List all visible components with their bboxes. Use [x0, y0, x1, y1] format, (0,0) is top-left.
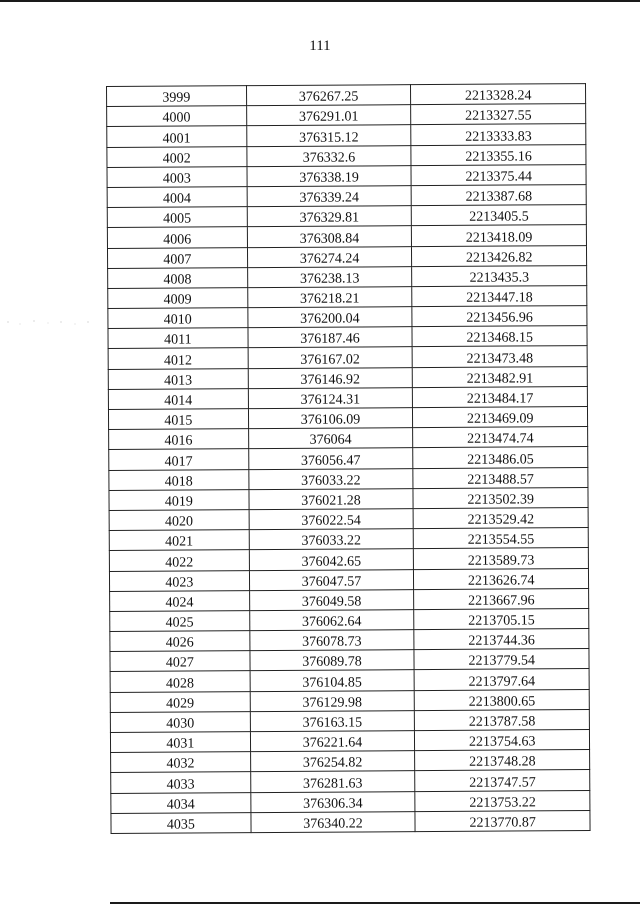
point-id-cell: 4024 — [110, 590, 250, 611]
point-id-cell: 4021 — [109, 530, 249, 551]
y-coordinate-cell: 2213375.44 — [411, 164, 586, 185]
point-id-cell: 4002 — [107, 146, 247, 167]
coordinates-table — [106, 83, 591, 834]
table-row — [107, 144, 586, 167]
x-coordinate-cell: 376047.57 — [249, 569, 414, 590]
y-coordinate-cell: 2213426.82 — [412, 245, 587, 266]
table-row — [111, 750, 590, 773]
point-id-cell: 4007 — [107, 247, 247, 268]
x-coordinate-cell: 376291.01 — [246, 105, 411, 126]
x-coordinate-cell: 376167.02 — [248, 347, 413, 368]
y-coordinate-cell: 2213779.54 — [414, 649, 589, 670]
table-row — [111, 810, 590, 833]
x-coordinate-cell: 376146.92 — [248, 367, 413, 388]
point-id-cell: 4006 — [107, 227, 247, 248]
y-coordinate-cell: 2213529.42 — [413, 508, 588, 529]
table-row — [108, 366, 587, 389]
x-coordinate-cell: 376329.81 — [247, 206, 412, 227]
y-coordinate-cell: 2213333.83 — [411, 124, 586, 145]
y-coordinate-cell: 2213484.17 — [413, 386, 588, 407]
table-row — [107, 84, 586, 107]
y-coordinate-cell: 2213667.96 — [414, 588, 589, 609]
x-coordinate-cell: 376218.21 — [247, 287, 412, 308]
point-id-cell: 4014 — [108, 388, 248, 409]
table-row — [108, 285, 587, 308]
y-coordinate-cell: 2213387.68 — [411, 185, 586, 206]
point-id-cell: 4026 — [110, 631, 250, 652]
x-coordinate-cell: 376281.63 — [250, 771, 415, 792]
x-coordinate-cell: 376274.24 — [247, 246, 412, 267]
point-id-cell: 4017 — [109, 449, 249, 470]
table-row — [109, 467, 588, 490]
table-row — [107, 245, 586, 268]
point-id-cell: 4015 — [108, 409, 248, 430]
y-coordinate-cell: 2213456.96 — [412, 306, 587, 327]
y-coordinate-cell: 2213469.09 — [413, 407, 588, 428]
table-row — [108, 407, 587, 430]
y-coordinate-cell: 2213626.74 — [414, 568, 589, 589]
table-row — [107, 225, 586, 248]
y-coordinate-cell: 2213474.74 — [413, 427, 588, 448]
point-id-cell: 4032 — [111, 752, 251, 773]
y-coordinate-cell: 2213468.15 — [412, 326, 587, 347]
x-coordinate-cell: 376124.31 — [248, 387, 413, 408]
point-id-cell: 4030 — [110, 711, 250, 732]
bottom-edge-rule — [110, 902, 640, 904]
point-id-cell: 4009 — [108, 288, 248, 309]
x-coordinate-cell: 376339.24 — [247, 186, 412, 207]
table-row — [109, 447, 588, 470]
table-row — [108, 346, 587, 369]
x-coordinate-cell: 376078.73 — [249, 630, 414, 651]
table-row — [108, 386, 587, 409]
y-coordinate-cell: 2213502.39 — [413, 487, 588, 508]
x-coordinate-cell: 376340.22 — [251, 811, 416, 832]
table-row — [111, 770, 590, 793]
x-coordinate-cell: 376064 — [248, 428, 413, 449]
x-coordinate-cell: 376089.78 — [250, 650, 415, 671]
point-id-cell: 4010 — [108, 308, 248, 329]
y-coordinate-cell: 2213473.48 — [412, 346, 587, 367]
x-coordinate-cell: 376267.25 — [246, 85, 411, 106]
table-row — [110, 709, 589, 732]
point-id-cell: 4008 — [108, 267, 248, 288]
y-coordinate-cell: 2213747.57 — [415, 770, 590, 791]
table-row — [110, 689, 589, 712]
point-id-cell: 3999 — [107, 86, 247, 107]
table-row — [107, 205, 586, 228]
point-id-cell: 4028 — [110, 671, 250, 692]
point-id-cell: 4033 — [111, 772, 251, 793]
page-number: 111 — [309, 38, 331, 54]
x-coordinate-cell: 376021.28 — [249, 488, 414, 509]
point-id-cell: 4020 — [109, 510, 249, 531]
table-row — [109, 548, 588, 571]
y-coordinate-cell: 2213744.36 — [414, 629, 589, 650]
table-row — [110, 629, 589, 652]
table-row — [110, 730, 589, 753]
x-coordinate-cell: 376200.04 — [248, 307, 413, 328]
y-coordinate-cell: 2213328.24 — [411, 84, 586, 105]
table-row — [109, 528, 588, 551]
scan-noise — [0, 300, 100, 380]
point-id-cell: 4022 — [109, 550, 249, 571]
y-coordinate-cell: 2213486.05 — [413, 447, 588, 468]
y-coordinate-cell: 2213355.16 — [411, 144, 586, 165]
table-row — [109, 508, 588, 531]
x-coordinate-cell: 376338.19 — [247, 165, 412, 186]
point-id-cell: 4035 — [111, 812, 251, 833]
point-id-cell: 4025 — [110, 611, 250, 632]
x-coordinate-cell: 376033.22 — [249, 529, 414, 550]
y-coordinate-cell: 2213787.58 — [415, 709, 590, 730]
point-id-cell: 4012 — [108, 348, 248, 369]
point-id-cell: 4023 — [109, 570, 249, 591]
y-coordinate-cell: 2213589.73 — [414, 548, 589, 569]
point-id-cell: 4027 — [110, 651, 250, 672]
x-coordinate-cell: 376254.82 — [250, 751, 415, 772]
table-row — [109, 568, 588, 591]
y-coordinate-cell: 2213447.18 — [412, 285, 587, 306]
x-coordinate-cell: 376042.65 — [249, 549, 414, 570]
x-coordinate-cell: 376315.12 — [246, 125, 411, 146]
point-id-cell: 4019 — [109, 489, 249, 510]
table-row — [108, 306, 587, 329]
x-coordinate-cell: 376062.64 — [249, 610, 414, 631]
table-row — [109, 427, 588, 450]
x-coordinate-cell: 376238.13 — [247, 266, 412, 287]
point-id-cell: 4018 — [109, 469, 249, 490]
x-coordinate-cell: 376033.22 — [248, 468, 413, 489]
point-id-cell: 4029 — [110, 691, 250, 712]
point-id-cell: 4011 — [108, 328, 248, 349]
x-coordinate-cell: 376106.09 — [248, 408, 413, 429]
table-row — [107, 185, 586, 208]
table-row — [107, 164, 586, 187]
point-id-cell: 4005 — [107, 207, 247, 228]
x-coordinate-cell: 376221.64 — [250, 731, 415, 752]
table-row — [110, 669, 589, 692]
x-coordinate-cell: 376308.84 — [247, 226, 412, 247]
x-coordinate-cell: 376104.85 — [250, 670, 415, 691]
y-coordinate-cell: 2213327.55 — [411, 104, 586, 125]
y-coordinate-cell: 2213488.57 — [413, 467, 588, 488]
y-coordinate-cell: 2213418.09 — [412, 225, 587, 246]
point-id-cell: 4001 — [107, 126, 247, 147]
point-id-cell: 4013 — [108, 368, 248, 389]
top-edge-rule — [0, 0, 640, 2]
table-row — [108, 326, 587, 349]
table-row — [111, 790, 590, 813]
x-coordinate-cell: 376049.58 — [249, 589, 414, 610]
y-coordinate-cell: 2213405.5 — [412, 205, 587, 226]
y-coordinate-cell: 2213800.65 — [415, 689, 590, 710]
point-id-cell: 4000 — [107, 106, 247, 127]
y-coordinate-cell: 2213770.87 — [415, 810, 590, 831]
y-coordinate-cell: 2213705.15 — [414, 608, 589, 629]
y-coordinate-cell: 2213753.22 — [415, 790, 590, 811]
y-coordinate-cell: 2213748.28 — [415, 750, 590, 771]
table-row — [110, 608, 589, 631]
table-row — [108, 265, 587, 288]
point-id-cell: 4004 — [107, 187, 247, 208]
table-row — [110, 588, 589, 611]
x-coordinate-cell: 376306.34 — [250, 791, 415, 812]
x-coordinate-cell: 376129.98 — [250, 690, 415, 711]
table-row — [107, 124, 586, 147]
point-id-cell: 4016 — [109, 429, 249, 450]
table-row — [109, 487, 588, 510]
x-coordinate-cell: 376163.15 — [250, 710, 415, 731]
x-coordinate-cell: 376056.47 — [248, 448, 413, 469]
y-coordinate-cell: 2213435.3 — [412, 265, 587, 286]
point-id-cell: 4031 — [110, 732, 250, 753]
x-coordinate-cell: 376332.6 — [247, 145, 412, 166]
table-row — [110, 649, 589, 672]
y-coordinate-cell: 2213482.91 — [413, 366, 588, 387]
y-coordinate-cell: 2213797.64 — [414, 669, 589, 690]
x-coordinate-cell: 376187.46 — [248, 327, 413, 348]
coordinates-table-body — [107, 84, 591, 834]
point-id-cell: 4034 — [111, 792, 251, 813]
y-coordinate-cell: 2213554.55 — [414, 528, 589, 549]
x-coordinate-cell: 376022.54 — [249, 509, 414, 530]
table-row — [107, 104, 586, 127]
y-coordinate-cell: 2213754.63 — [415, 730, 590, 751]
point-id-cell: 4003 — [107, 166, 247, 187]
